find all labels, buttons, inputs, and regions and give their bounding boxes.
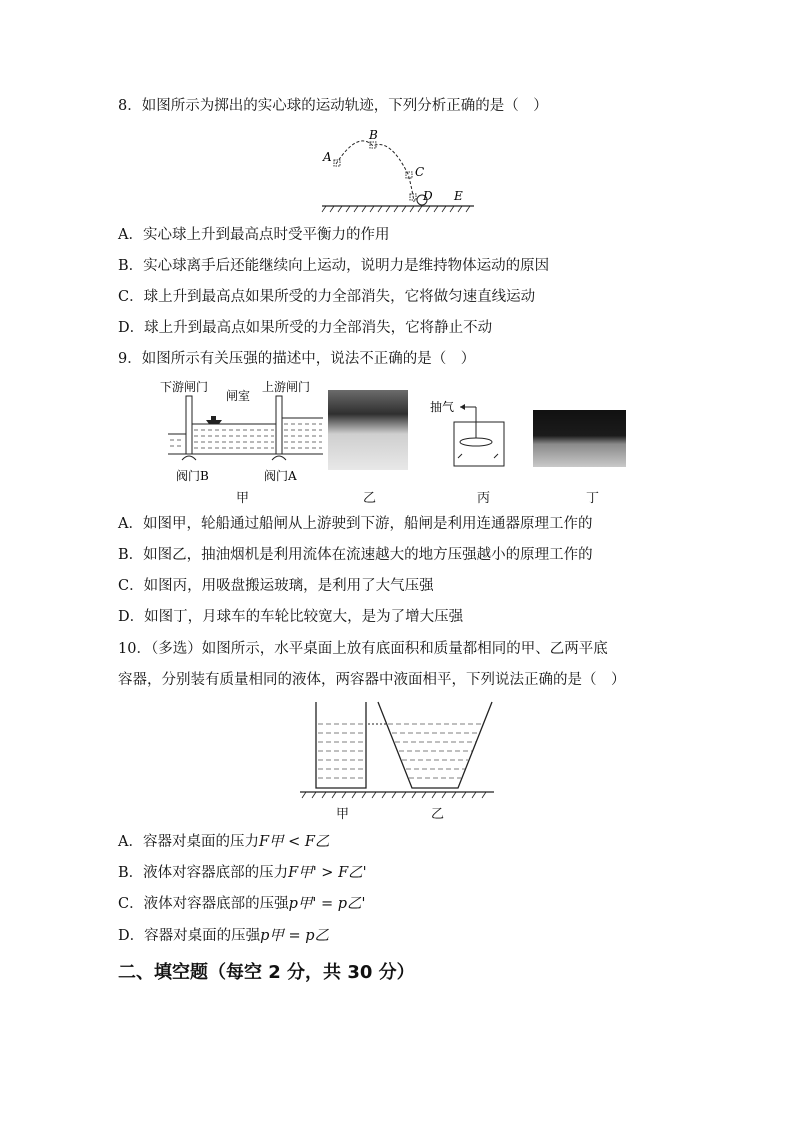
label-d: D [423,189,433,203]
containers-figure [298,700,498,804]
q8-option-c: C．球上升到最高点如果所受的力全部消失，它将做匀速直线运动 [118,289,536,305]
caption-jia: 甲 [236,491,250,506]
caption-ding: 丁 [586,491,600,506]
range-hood-photo [328,390,408,470]
q10-stem-line2: 容器，分别装有质量相同的液体，两容器中液面相平，下列说法正确的是（ ） [118,672,626,688]
label-c: C [415,165,425,179]
q10-option-c: C．液体对容器底部的压强p甲' = p乙' [118,896,366,912]
q10-stem-line1: 10．（多选）如图所示，水平桌面上放有底面积和质量都相同的甲、乙两平底 [118,641,608,657]
formula: F甲 < F乙 [258,834,330,850]
q8-option-a: A．实心球上升到最高点时受平衡力的作用 [118,227,390,243]
valve-a-label: 阀门A [264,469,297,483]
q10-option-d: D．容器对桌面的压强p甲 = p乙 [118,928,330,944]
q10-option-a: A．容器对桌面的压力F甲 < F乙 [118,834,330,850]
downstream-gate-label: 下游闸门 [160,380,209,394]
q9-option-d: D．如图丁，月球车的车轮比较宽大，是为了增大压强 [118,609,464,625]
label-b: B [369,128,378,142]
caption-container-jia: 甲 [336,807,350,822]
formula: F甲' > F乙' [288,865,367,881]
q8-trajectory-figure [318,128,478,214]
formula: p甲 = p乙 [260,928,330,944]
q8-stem: 8．如图所示为掷出的实心球的运动轨迹，下列分析正确的是（ ） [118,98,548,114]
section-title: 二、填空题（每空 2 分，共 30 分） [118,962,415,983]
q9-option-a: A．如图甲，轮船通过船闸从上游驶到下游，船闸是利用连通器原理工作的 [118,516,593,532]
upstream-gate-label: 上游闸门 [262,380,311,394]
lunar-rover-photo [533,410,626,467]
suction-cup-figure [430,398,510,470]
caption-yi: 乙 [363,491,377,506]
q8-option-b: B．实心球离手后还能继续向上运动，说明力是维持物体运动的原因 [118,258,550,274]
q9-stem: 9．如图所示有关压强的描述中，说法不正确的是（ ） [118,351,476,367]
q10-option-b: B．液体对容器底部的压力F甲' > F乙' [118,865,367,881]
formula: p甲' = p乙' [288,896,366,912]
caption-container-yi: 乙 [431,807,445,822]
q9-option-b: B．如图乙，抽油烟机是利用流体在流速越大的地方压强越小的原理工作的 [118,547,593,563]
label-a: A [323,150,332,164]
q8-option-d: D．球上升到最高点如果所受的力全部消失，它将静止不动 [118,320,493,336]
caption-bing: 丙 [477,491,491,506]
q9-option-c: C．如图丙，用吸盘搬运玻璃，是利用了大气压强 [118,578,434,594]
pump-label: 抽气 [430,400,455,414]
valve-b-label: 阀门B [176,469,209,483]
ship-lock-figure [158,378,328,486]
label-e: E [454,189,463,203]
chamber-label: 闸室 [226,389,251,403]
